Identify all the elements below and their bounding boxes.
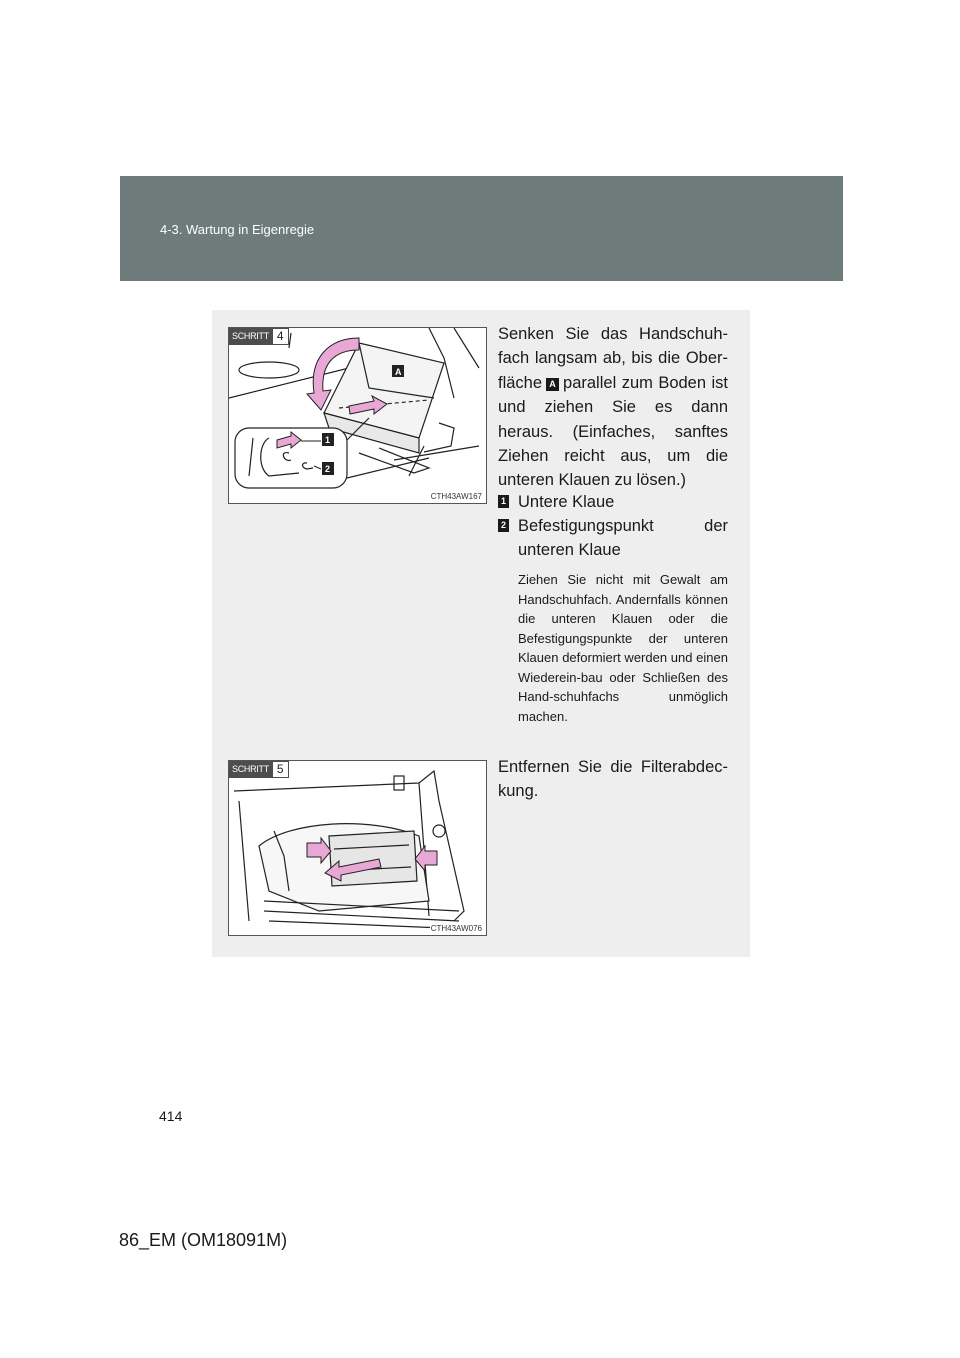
step4-instruction (498, 322, 728, 493)
svg-text:1: 1 (325, 435, 331, 445)
legend-item (498, 490, 728, 514)
step5-paragraph: Entfernen Sie die Filterabdec-kung. (498, 758, 728, 801)
step-5-tag (229, 761, 289, 778)
step-word: SCHRITT (229, 761, 272, 778)
page-number: 414 (159, 1108, 183, 1124)
label-a-marker: A (546, 378, 559, 391)
step-word: SCHRITT (229, 328, 272, 345)
legend-item (498, 514, 728, 562)
document-code: 86_EM (OM18091M) (119, 1230, 288, 1250)
glove-box-lowering-drawing (229, 328, 486, 503)
legend-text: Untere Klaue (518, 493, 615, 511)
svg-text:A: A (395, 367, 402, 377)
step4-paragraph: Senken Sie das Handschuh-fach langsam ab, bis die Ober-fläche A parallel zum Boden ist und ziehen Sie es dann heraus. (Einfaches, sanftes Ziehen reicht aus, um die unteren Klauen zu lösen.) (498, 325, 728, 490)
section-header (120, 176, 843, 281)
legend-marker: 1 (498, 495, 509, 508)
step4-legend (498, 490, 728, 562)
step4-illustration (228, 327, 487, 504)
step5-instruction (498, 755, 728, 804)
figure-code: CTH43AW076 (430, 924, 482, 933)
figure-code: CTH43AW167 (430, 492, 482, 501)
step-4-tag (229, 328, 289, 345)
filter-cover-drawing (229, 761, 486, 935)
step5-illustration (228, 760, 487, 936)
legend-marker: 2 (498, 519, 509, 532)
caution-note: Ziehen Sie nicht mit Gewalt am Handschuhfach. Andernfalls können die unteren Klauen oder die Befestigungspunkte der unteren Klauen deformiert werden und einen Wiederein-bau oder Schließen des Hand-schuhfachs unmöglich machen. (518, 572, 728, 724)
section-title: 4-3. Wartung in Eigenregie (160, 222, 315, 237)
legend-text: Befestigungspunkt der unteren Klaue (518, 517, 728, 559)
svg-text:2: 2 (325, 464, 331, 474)
step-number: 5 (272, 761, 289, 778)
step-number: 4 (272, 328, 289, 345)
